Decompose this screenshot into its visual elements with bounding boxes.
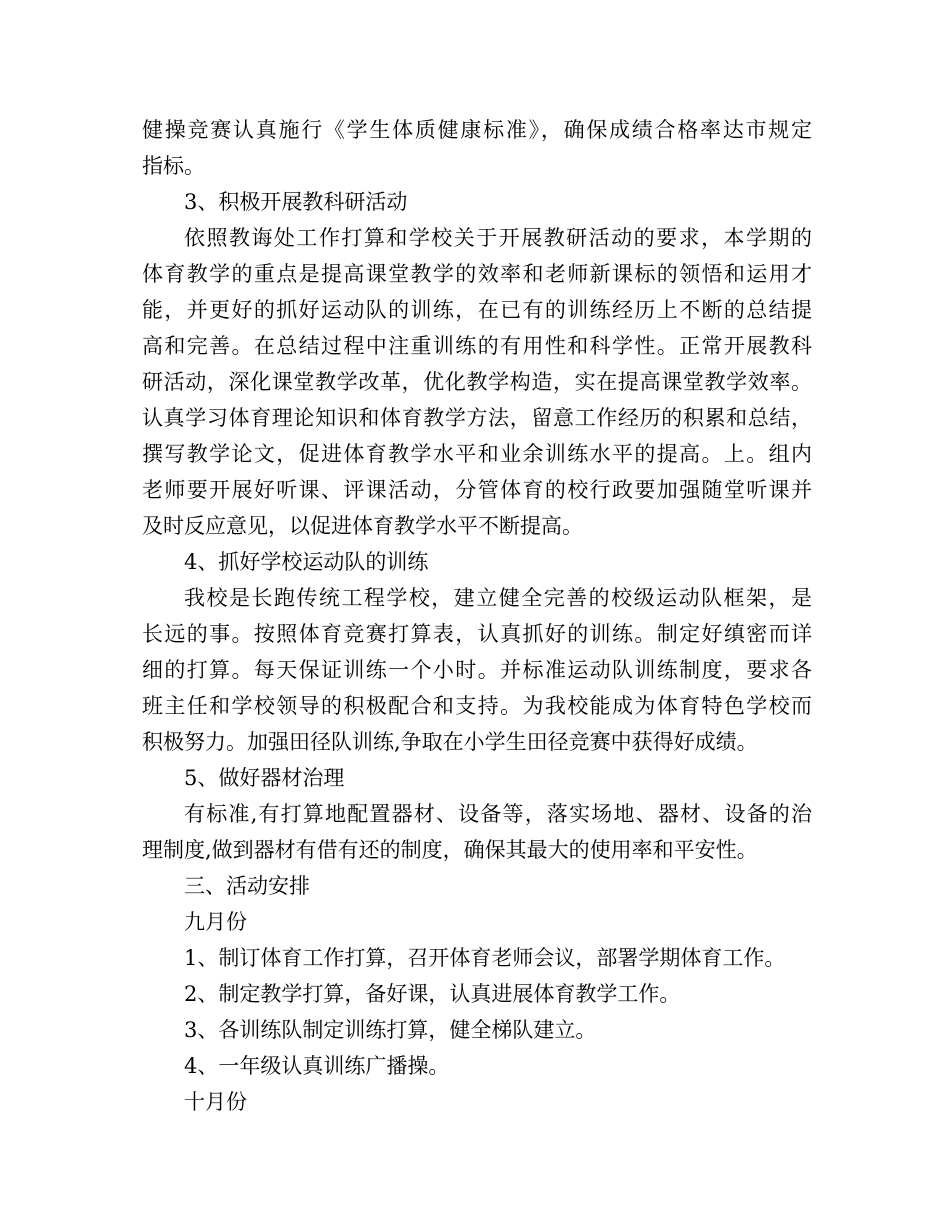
- section-heading: 三、活动安排: [184, 874, 310, 898]
- paragraph-line: 认真学习体育理论知识和体育教学方法，留意工作经历的积累和总结，: [142, 406, 812, 430]
- list-item: 2、制定教学打算，备好课，认真进展体育教学工作。: [184, 982, 681, 1006]
- paragraph-line: 细的打算。每天保证训练一个小时。并标准运动队训练制度，要求各: [142, 658, 812, 682]
- document-body: [142, 112, 812, 1120]
- paragraph-line: 理制度,做到器材有借有还的制度，确保其最大的使用率和平安性。: [142, 838, 758, 862]
- paragraph-line: 及时反应意见，以促进体育教学水平不断提高。: [142, 514, 583, 538]
- paragraph-line: 我校是长跑传统工程学校，建立健全完善的校级运动队框架，是: [184, 586, 812, 610]
- paragraph-line: 依照教诲处工作打算和学校关于开展教研活动的要求，本学期的: [184, 226, 812, 250]
- list-item: 4、一年级认真训练广播操。: [184, 1054, 450, 1078]
- month-heading: 十月份: [184, 1090, 247, 1114]
- paragraph-line: 健操竞赛认真施行《学生体质健康标准》，确保成绩合格率达市规定: [142, 118, 812, 142]
- paragraph-line: 体育教学的重点是提高课堂教学的效率和老师新课标的领悟和运用才: [142, 262, 812, 286]
- list-item: 3、各训练队制定训练打算，健全梯队建立。: [184, 1018, 597, 1042]
- list-item: 1、制订体育工作打算，召开体育老师会议，部署学期体育工作。: [184, 946, 786, 970]
- paragraph-line: 研活动，深化课堂教学改革，优化教学构造，实在提高课堂教学效率。: [142, 370, 812, 394]
- paragraph-line: 长远的事。按照体育竞赛打算表，认真抓好的训练。制定好缜密而详: [142, 622, 812, 646]
- paragraph-line: 有标准,有打算地配置器材、设备等，落实场地、器材、设备的治: [184, 802, 812, 826]
- paragraph-line: 能，并更好的抓好运动队的训练，在已有的训练经历上不断的总结提: [142, 298, 812, 322]
- paragraph-line: 积极努力。加强田径队训练,争取在小学生田径竞赛中获得好成绩。: [142, 730, 758, 754]
- paragraph-line: 老师要开展好听课、评课活动，分管体育的校行政要加强随堂听课并: [142, 478, 812, 502]
- paragraph-line: 指标。: [142, 154, 205, 178]
- section-heading: 3、积极开展教科研活动: [184, 190, 408, 214]
- paragraph-line: 高和完善。在总结过程中注重训练的有用性和科学性。正常开展教科: [142, 334, 812, 358]
- section-heading: 4、抓好学校运动队的训练: [184, 550, 429, 574]
- month-heading: 九月份: [184, 910, 247, 934]
- paragraph-line: 撰写教学论文，促进体育教学水平和业余训练水平的提高。上。组内: [142, 442, 812, 466]
- section-heading: 5、做好器材治理: [184, 766, 345, 790]
- paragraph-line: 班主任和学校领导的积极配合和支持。为我校能成为体育特色学校而: [142, 694, 812, 718]
